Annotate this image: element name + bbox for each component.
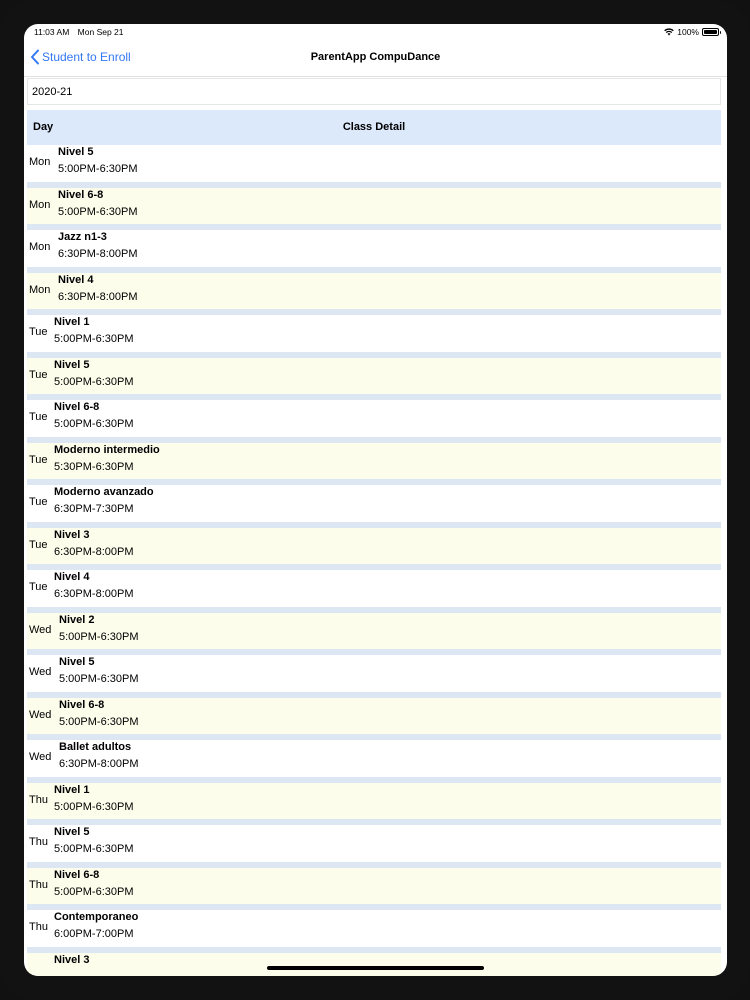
header-day: Day — [33, 121, 54, 133]
class-name: Moderno avanzado — [54, 486, 154, 498]
class-day: Mon — [29, 156, 51, 168]
back-button-label: Student to Enroll — [42, 50, 131, 64]
class-day: Thu — [29, 836, 48, 848]
class-time: 5:00PM-6:30PM — [54, 418, 134, 430]
class-name: Ballet adultos — [59, 741, 132, 753]
class-time: 5:00PM-6:30PM — [54, 885, 134, 898]
class-name: Nivel 2 — [59, 613, 95, 626]
class-row[interactable] — [27, 825, 721, 868]
class-row[interactable] — [27, 868, 721, 911]
class-detail — [54, 570, 133, 603]
class-name: Nivel 1 — [54, 316, 90, 328]
class-detail — [58, 273, 137, 306]
class-detail — [58, 230, 137, 263]
class-row[interactable] — [27, 740, 721, 783]
status-date: Mon Sep 21 — [77, 27, 124, 37]
table-header — [27, 110, 721, 145]
screen — [24, 24, 727, 976]
battery-icon — [702, 28, 719, 36]
class-detail — [54, 825, 133, 858]
class-name: Nivel 6-8 — [59, 698, 105, 711]
class-detail — [54, 783, 133, 816]
battery-percent: 100% — [677, 27, 699, 37]
class-row[interactable] — [27, 443, 721, 486]
class-name: Nivel 3 — [54, 953, 90, 966]
class-detail — [54, 358, 133, 391]
class-row[interactable] — [27, 783, 721, 826]
class-day: Tue — [29, 453, 48, 466]
class-day: Thu — [29, 921, 48, 933]
class-time: 5:00PM-6:30PM — [54, 843, 134, 855]
wifi-icon — [664, 28, 674, 36]
class-row[interactable] — [27, 570, 721, 613]
class-name: Nivel 6-8 — [54, 868, 100, 881]
class-list — [27, 145, 721, 976]
class-row[interactable] — [27, 188, 721, 231]
header-class-detail: Class Detail — [342, 121, 406, 133]
class-day: Wed — [29, 751, 52, 763]
class-row[interactable] — [27, 613, 721, 656]
class-name: Nivel 3 — [54, 528, 90, 541]
class-name: Nivel 5 — [58, 146, 94, 158]
class-name: Nivel 5 — [59, 656, 95, 668]
class-row[interactable] — [27, 698, 721, 741]
class-name: Nivel 4 — [58, 273, 94, 286]
class-row[interactable] — [27, 315, 721, 358]
class-time: 5:00PM-6:30PM — [59, 673, 139, 685]
class-name: Nivel 5 — [54, 358, 90, 371]
status-right — [664, 27, 719, 37]
class-time: 5:00PM-6:30PM — [54, 375, 134, 388]
class-time: 6:30PM-8:00PM — [58, 290, 138, 303]
class-day: Mon — [29, 241, 51, 253]
home-indicator[interactable] — [267, 966, 484, 970]
class-time: 6:30PM-7:30PM — [54, 503, 134, 515]
class-day: Wed — [29, 666, 52, 678]
class-detail — [54, 315, 133, 348]
page-title: ParentApp CompuDance — [310, 51, 441, 63]
school-year-field[interactable]: 2020-21 — [27, 78, 721, 105]
class-row[interactable] — [27, 145, 721, 188]
class-name: Jazz n1-3 — [58, 231, 107, 243]
class-day: Wed — [29, 708, 52, 721]
class-name: Nivel 6-8 — [58, 188, 104, 201]
class-detail — [54, 400, 133, 433]
class-day: Tue — [29, 368, 48, 381]
class-time: 5:30PM-6:30PM — [54, 460, 134, 473]
status-left — [34, 27, 130, 37]
class-time: 5:00PM-6:30PM — [58, 163, 138, 175]
class-detail — [54, 953, 89, 968]
class-time: 6:00PM-7:00PM — [54, 928, 134, 940]
class-row[interactable] — [27, 400, 721, 443]
class-day: Thu — [29, 878, 48, 891]
class-day: Tue — [29, 411, 48, 423]
class-detail — [54, 910, 138, 943]
class-detail — [54, 528, 133, 561]
class-day: Mon — [29, 283, 51, 296]
class-row[interactable] — [27, 273, 721, 316]
class-time: 5:00PM-6:30PM — [54, 800, 134, 813]
class-day: Tue — [29, 581, 48, 593]
class-time: 6:30PM-8:00PM — [54, 588, 134, 600]
class-time: 6:30PM-8:00PM — [58, 248, 138, 260]
status-bar — [24, 24, 727, 40]
class-detail — [58, 145, 137, 178]
class-detail — [59, 613, 138, 646]
class-day: Tue — [29, 538, 48, 551]
class-detail — [54, 485, 154, 518]
class-day: Tue — [29, 326, 48, 338]
class-time: 5:00PM-6:30PM — [59, 630, 139, 643]
class-row[interactable] — [27, 655, 721, 698]
class-detail — [59, 698, 138, 731]
class-row[interactable] — [27, 910, 721, 953]
class-detail — [59, 740, 138, 773]
class-row[interactable] — [27, 953, 721, 977]
class-day: Wed — [29, 623, 52, 636]
battery-fill — [704, 30, 717, 34]
class-row[interactable] — [27, 230, 721, 273]
status-time: 11:03 AM — [34, 27, 70, 37]
class-row[interactable] — [27, 485, 721, 528]
class-row[interactable] — [27, 528, 721, 571]
class-row[interactable] — [27, 358, 721, 401]
class-time: 5:00PM-6:30PM — [58, 205, 138, 218]
class-day: Thu — [29, 793, 48, 806]
navigation-bar — [24, 40, 727, 77]
class-name: Nivel 6-8 — [54, 401, 100, 413]
class-detail — [58, 188, 137, 221]
class-day: Mon — [29, 198, 51, 211]
class-time: 6:30PM-8:00PM — [54, 545, 134, 558]
class-detail — [59, 655, 138, 688]
class-time: 6:30PM-8:00PM — [59, 758, 139, 770]
class-name: Nivel 4 — [54, 571, 90, 583]
class-detail — [54, 868, 133, 901]
class-name: Contemporaneo — [54, 911, 139, 923]
class-time: 5:00PM-6:30PM — [59, 715, 139, 728]
class-name: Nivel 5 — [54, 826, 90, 838]
class-name: Nivel 1 — [54, 783, 90, 796]
class-detail — [54, 443, 160, 476]
class-time: 5:00PM-6:30PM — [54, 333, 134, 345]
class-day: Tue — [29, 496, 48, 508]
class-name: Moderno intermedio — [54, 443, 160, 456]
